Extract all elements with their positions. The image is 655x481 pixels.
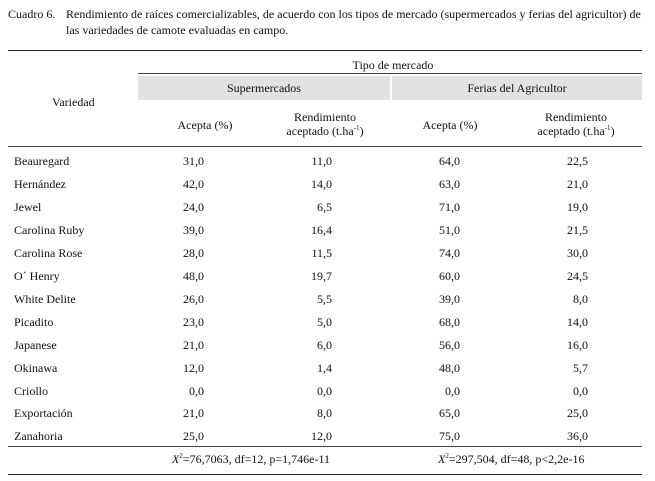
f-yield-sup: -1: [604, 124, 611, 132]
f-chi-symbol: X: [438, 452, 446, 466]
table-row: [0, 311, 655, 334]
variety-cell: Picadito: [14, 314, 54, 329]
table-row: [0, 196, 655, 219]
market-type-rule: [138, 73, 642, 74]
table-row: [0, 334, 655, 357]
f-chi-sup: 2: [445, 452, 449, 460]
f-accept-cell: 63,0: [439, 176, 460, 191]
s-yield-cell: 19,7: [311, 268, 332, 283]
variety-header: Variedad: [52, 95, 95, 109]
s-accept-cell: 12,0: [183, 360, 204, 375]
variety-cell: Exportación: [14, 406, 73, 421]
s-yield-cell: 6,0: [317, 337, 332, 352]
variety-cell: Hernández: [14, 176, 66, 191]
s-chi-symbol: X: [172, 452, 180, 466]
f-accept-cell: 56,0: [439, 337, 460, 352]
top-rule: [8, 50, 642, 51]
s-yield-cell: 12,0: [311, 429, 332, 444]
variety-cell: Zanahoria: [14, 429, 63, 444]
f-yield-cell: 0,0: [573, 383, 588, 398]
table-row: [0, 173, 655, 196]
s-accept-cell: 21,0: [183, 337, 204, 352]
farmers-header: Ferias del Agricultor: [467, 81, 567, 95]
s-yield-cell: 5,0: [317, 314, 332, 329]
s-yield-cell: 11,0: [311, 154, 332, 168]
s-yield-cell: 16,4: [311, 222, 332, 237]
stats-rule: [8, 446, 642, 447]
table-row: [0, 425, 655, 448]
variety-cell: Okinawa: [14, 360, 58, 375]
table-row: [0, 288, 655, 311]
f-yield-close: ): [610, 124, 615, 138]
f-accept-cell: 0,0: [445, 383, 460, 398]
f-chi-text: =297,504, df=48, p<2,2e-16: [448, 452, 585, 466]
s-accept-cell: 31,0: [183, 154, 204, 168]
s-yield-sup: -1: [353, 124, 360, 132]
f-accept-cell: 48,0: [439, 360, 460, 375]
f-accept-cell: 74,0: [439, 245, 460, 260]
variety-cell: Carolina Rose: [14, 245, 83, 260]
f-yield-header: [512, 110, 640, 138]
table-row: [0, 402, 655, 425]
variety-cell: Beauregard: [14, 154, 70, 168]
s-accept-cell: 23,0: [183, 314, 204, 329]
f-yield-cell: 21,0: [567, 176, 588, 191]
f-accept-cell: 71,0: [439, 199, 460, 214]
supermarket-header: Supermercados: [227, 81, 301, 95]
variety-cell: Criollo: [14, 383, 49, 398]
f-accept-cell: 65,0: [439, 406, 460, 421]
s-yield-line2: aceptado (t.ha: [286, 124, 354, 138]
variety-cell: Japanese: [14, 337, 57, 352]
f-yield-cell: 22,5: [567, 154, 588, 168]
s-yield-cell: 6,5: [317, 199, 332, 214]
header-rule: [8, 146, 642, 147]
s-accept-cell: 0,0: [189, 383, 204, 398]
s-yield-cell: 11,5: [311, 245, 332, 260]
s-yield-header: [265, 110, 385, 138]
s-accept-cell: 25,0: [183, 429, 204, 444]
s-yield-cell: 14,0: [311, 176, 332, 191]
table-row: [0, 380, 655, 403]
f-accept-cell: 75,0: [439, 429, 460, 444]
variety-cell: White Delite: [14, 291, 76, 306]
variety-cell: Jewel: [14, 199, 42, 214]
f-accept-cell: 51,0: [439, 222, 460, 237]
s-accept-cell: 42,0: [183, 176, 204, 191]
f-accept-cell: 64,0: [439, 154, 460, 168]
table-row: [0, 357, 655, 380]
table-row: [0, 265, 655, 288]
f-yield-cell: 5,7: [573, 360, 588, 375]
f-yield-cell: 21,5: [567, 222, 588, 237]
s-yield-cell: 5,5: [317, 291, 332, 306]
f-accept-header: Acepta (%): [422, 118, 478, 132]
f-yield-cell: 16,0: [567, 337, 588, 352]
s-yield-close: ): [359, 124, 364, 138]
farmers-chi-square: [438, 452, 584, 467]
f-yield-line1: Rendimiento: [545, 110, 607, 124]
caption-number: Cuadro 6.: [8, 7, 56, 21]
f-yield-cell: 14,0: [567, 314, 588, 329]
bottom-rule: [8, 474, 642, 475]
s-yield-cell: 1,4: [317, 360, 332, 375]
f-yield-cell: 24,5: [567, 268, 588, 283]
s-chi-text: =76,7063, df=12, p=1,746e-11: [182, 452, 331, 466]
s-yield-cell: 0,0: [317, 383, 332, 398]
table-row: [0, 242, 655, 265]
table-row: [0, 219, 655, 242]
f-accept-cell: 60,0: [439, 268, 460, 283]
f-yield-cell: 36,0: [567, 429, 588, 444]
f-yield-cell: 30,0: [567, 245, 588, 260]
f-accept-cell: 39,0: [439, 291, 460, 306]
s-chi-sup: 2: [179, 452, 183, 460]
s-accept-cell: 24,0: [183, 199, 204, 214]
variety-cell: Carolina Ruby: [14, 222, 85, 237]
supermarket-chi-square: [172, 452, 330, 467]
s-yield-cell: 8,0: [317, 406, 332, 421]
f-yield-cell: 19,0: [567, 199, 588, 214]
s-yield-line1: Rendimiento: [294, 110, 356, 124]
table-row: [0, 150, 655, 173]
caption-text: Rendimiento de raíces comercializables, de acuerdo con los tipos de mercado (supermercados y ferias del agricultor) de las variedades de camote evaluadas en campo.: [66, 7, 641, 37]
s-accept-cell: 39,0: [183, 222, 204, 237]
s-accept-cell: 28,0: [183, 245, 204, 260]
s-accept-header: Acepta (%): [177, 118, 233, 132]
market-type-header: Tipo de mercado: [352, 58, 434, 72]
f-accept-cell: 68,0: [439, 314, 460, 329]
s-accept-cell: 26,0: [183, 291, 204, 306]
f-yield-line2: aceptado (t.ha: [537, 124, 605, 138]
s-accept-cell: 48,0: [183, 268, 204, 283]
variety-cell: O´ Henry: [14, 268, 60, 283]
f-yield-cell: 25,0: [567, 406, 588, 421]
f-yield-cell: 8,0: [573, 291, 588, 306]
s-accept-cell: 21,0: [183, 406, 204, 421]
